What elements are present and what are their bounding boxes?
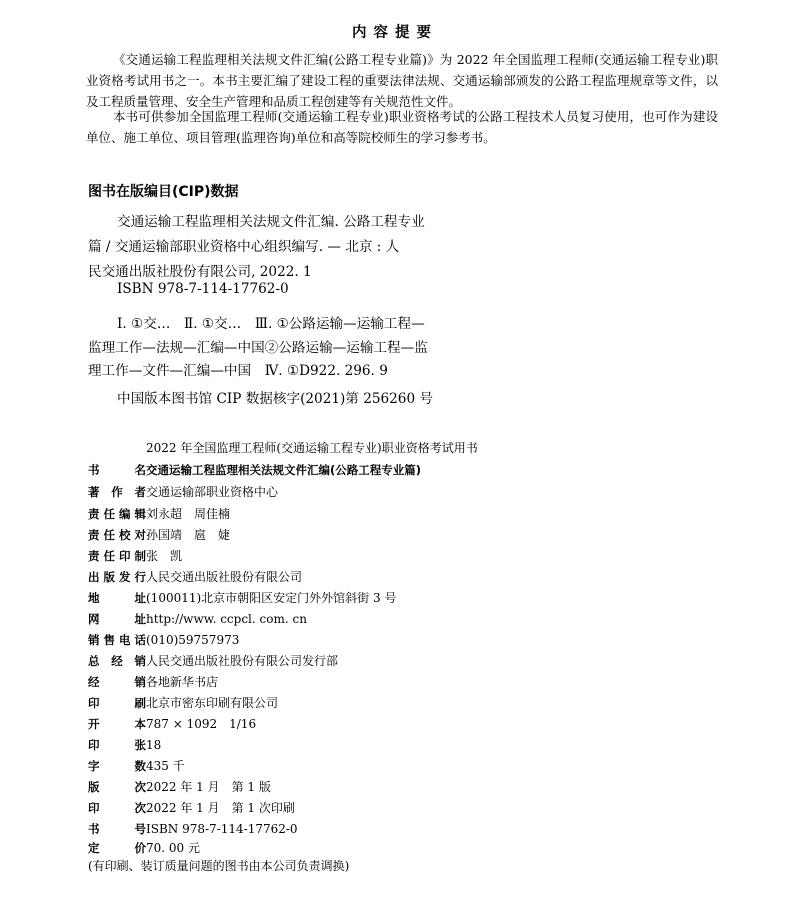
imprint-label: 书号 xyxy=(88,822,146,836)
imprint-value: 2022 年 1 月 第 1 版 xyxy=(146,780,271,794)
imprint-row xyxy=(88,841,200,856)
cip-line: Ⅰ. ①交… Ⅱ. ①交… Ⅲ. ①公路运输—运输工程— xyxy=(117,316,425,332)
imprint-value: 刘永超 周佳楠 xyxy=(146,507,231,521)
imprint-row xyxy=(88,717,256,732)
cip-isbn: ISBN 978-7-114-17762-0 xyxy=(117,281,289,297)
imprint-label: 印张 xyxy=(88,738,146,752)
imprint-row xyxy=(88,570,302,585)
cip-line: 理工作—文件—汇编—中国 Ⅳ. ①D922. 296. 9 xyxy=(88,363,388,379)
imprint-value: 各地新华书店 xyxy=(146,675,219,689)
imprint-row xyxy=(88,549,182,564)
imprint-label: 版次 xyxy=(88,780,146,794)
cip-line: 篇 / 交通运输部职业资格中心组织编写. — 北京 : 人 xyxy=(88,239,400,255)
imprint-label: 经销 xyxy=(88,675,146,689)
imprint-value: http://www. ccpcl. com. cn xyxy=(146,612,307,626)
imprint-value: 435 千 xyxy=(146,759,185,773)
imprint-row xyxy=(88,485,278,500)
cip-record-number: 中国版本图书馆 CIP 数据核字(2021)第 256260 号 xyxy=(117,391,434,407)
series-title: 2022 年全国监理工程师(交通运输工程专业)职业资格考试用书 xyxy=(146,441,478,455)
imprint-label: 责任校对 xyxy=(88,528,146,542)
imprint-row xyxy=(88,801,295,816)
imprint-value: 787 × 1092 1/16 xyxy=(146,717,257,731)
imprint-label: 地址 xyxy=(88,591,146,605)
imprint-value: 人民交通出版社股份有限公司发行部 xyxy=(146,654,339,668)
imprint-value: ISBN 978-7-114-17762-0 xyxy=(146,822,298,836)
imprint-value: 北京市密东印刷有限公司 xyxy=(146,696,279,710)
imprint-label: 网址 xyxy=(88,612,146,626)
imprint-value: (010)59757973 xyxy=(146,633,240,647)
imprint-row xyxy=(88,759,185,774)
imprint-row xyxy=(88,696,278,711)
imprint-row xyxy=(88,675,218,690)
imprint-row xyxy=(88,633,239,648)
imprint-label: 字数 xyxy=(88,759,146,773)
cip-line: 交通运输工程监理相关法规文件汇编. 公路工程专业 xyxy=(117,214,425,230)
cip-line: 民交通出版社股份有限公司, 2022. 1 xyxy=(88,264,312,280)
imprint-label: 定价 xyxy=(88,841,146,855)
imprint-value: 2022 年 1 月 第 1 次印刷 xyxy=(146,801,295,815)
summary-paragraph-1: 《交通运输工程监理相关法规文件汇编(公路工程专业篇)》为 2022 年全国监理工程师(交通运输工程专业)职业资格考试用书之一。本书主要汇编了建设工程的重要法律法规、交通运输部颁发的公路工程监理规章等文件，以及工程质量管理、安全生产管理和品质工程创建等有关规范性文件。 xyxy=(86,52,718,109)
imprint-row xyxy=(88,822,298,837)
imprint-label: 书名 xyxy=(88,463,146,477)
imprint-row xyxy=(88,780,271,795)
imprint-row-title xyxy=(88,463,421,478)
imprint-value: (100011)北京市朝阳区安定门外外馆斜街 3 号 xyxy=(146,591,397,605)
imprint-label: 责任印制 xyxy=(88,549,146,563)
summary-paragraph-2: 本书可供参加全国监理工程师(交通运输工程专业)职业资格考试的公路工程技术人员复习使用，也可作为建设单位、施工单位、项目管理(监理咨询)单位和高等院校师生的学习参考书。 xyxy=(86,109,718,145)
cip-heading: 图书在版编目(CIP)数据 xyxy=(88,184,239,200)
imprint-value: 张 凯 xyxy=(146,549,183,563)
imprint-value: 人民交通出版社股份有限公司 xyxy=(146,570,303,584)
imprint-value: 18 xyxy=(146,738,162,752)
imprint-row xyxy=(88,507,230,522)
imprint-row xyxy=(88,738,161,753)
imprint-row xyxy=(88,654,338,669)
imprint-value: 孙国靖 扈 婕 xyxy=(146,528,231,542)
imprint-label: 总经销 xyxy=(88,654,146,668)
quality-footnote: (有印刷、装订质量问题的图书由本公司负责调换) xyxy=(88,859,350,873)
imprint-label: 著作者 xyxy=(88,485,146,499)
cip-line: 监理工作—法规—汇编—中国②公路运输—运输工程—监 xyxy=(88,340,428,356)
imprint-label: 出版发行 xyxy=(88,570,146,584)
imprint-row xyxy=(88,528,230,543)
imprint-value: 70. 00 元 xyxy=(146,841,200,855)
imprint-label: 销售电话 xyxy=(88,633,146,647)
imprint-label: 印次 xyxy=(88,801,146,815)
summary-title: 内容提要 xyxy=(352,25,438,41)
imprint-label: 开本 xyxy=(88,717,146,731)
imprint-row xyxy=(88,612,307,627)
imprint-label: 印刷 xyxy=(88,696,146,710)
imprint-row xyxy=(88,591,396,606)
imprint-value: 交通运输工程监理相关法规文件汇编(公路工程专业篇) xyxy=(146,463,422,477)
imprint-label: 责任编辑 xyxy=(88,507,146,521)
imprint-value: 交通运输部职业资格中心 xyxy=(146,485,279,499)
